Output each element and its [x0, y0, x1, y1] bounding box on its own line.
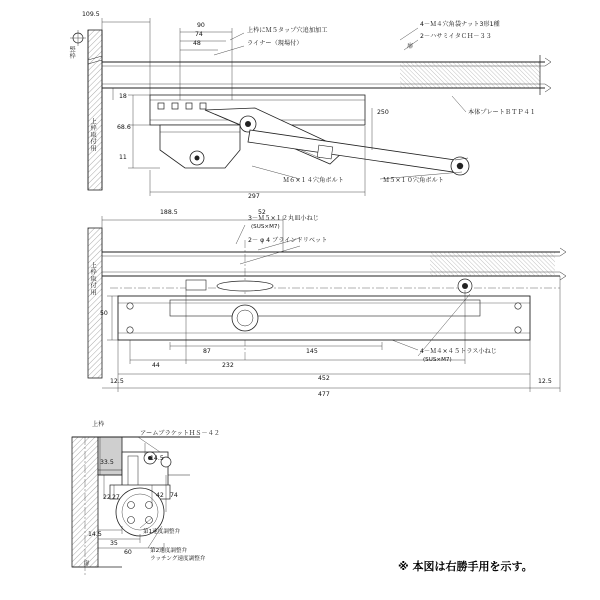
dim-14-5-b: 14.5: [88, 531, 102, 538]
dim-87: 87: [203, 348, 211, 355]
note-bolt-m5: Ｍ５×１０穴角ボルト: [383, 177, 444, 184]
dim-35: 35: [110, 540, 118, 547]
label-door-section: 扉: [82, 560, 90, 567]
dim-188-5: 188.5: [160, 209, 178, 216]
dim-11: 11: [119, 154, 127, 161]
label-header-section: 上枠: [92, 421, 105, 428]
note-screw-m5: 3－Ｍ５×１２丸皿小ねじ: [248, 215, 319, 222]
label-header-mount-2: 上枠取付用: [89, 262, 97, 296]
dim-22: 22: [103, 494, 111, 501]
dim-48: 48: [193, 40, 201, 47]
note-truss-screw: 4－Ｍ４×４５トラス小ねじ: [420, 348, 497, 355]
dim-477: 477: [318, 391, 330, 398]
note-sus-m7-b: (SUS×M7): [423, 357, 452, 363]
dim-18: 18: [119, 93, 127, 100]
label-jamb: 竪枠: [68, 46, 76, 60]
note-latching-valve: ラッチング速度調整弁: [150, 556, 206, 562]
dim-232: 232: [222, 362, 234, 369]
note-bolt-m6: Ｍ６×１４穴角ボルト: [283, 177, 344, 184]
dim-250: 250: [377, 109, 389, 116]
dim-90: 90: [197, 22, 205, 29]
label-header-mount: 上枠取付用: [89, 118, 97, 152]
dim-50: 50: [100, 310, 108, 317]
note-arm-bracket: アームブラケットＨＳ－４２: [140, 430, 220, 437]
dim-452: 452: [318, 375, 330, 382]
note-speed-valve-2: 第2速度調整弁: [150, 548, 188, 554]
dim-42: 42: [156, 492, 164, 499]
note-scissor-plate: 2－ハサミイタＣＨ－３３: [420, 33, 492, 40]
note-liner: ライナー（現場付）: [247, 40, 303, 47]
dim-52: 52: [258, 209, 266, 216]
dim-12-5-right: 12.5: [538, 378, 552, 385]
dim-14-5: 14.5: [150, 455, 164, 462]
dim-109-5: 109.5: [82, 11, 100, 18]
note-speed-valve-1: 第1速度調整弁: [143, 529, 181, 535]
dim-297: 297: [248, 193, 260, 200]
note-sus-m7-a: (SUS×M7): [251, 224, 280, 230]
dim-74-section: 74: [170, 492, 178, 499]
dim-27: 27: [112, 494, 120, 501]
dim-74: 74: [195, 31, 203, 38]
note-tap-hole: 上枠にＭ５タップ穴追加加工: [247, 27, 328, 34]
dim-145: 145: [306, 348, 318, 355]
dim-44: 44: [152, 362, 160, 369]
dim-12-5-left: 12.5: [110, 378, 124, 385]
dim-33-5: 33.5: [100, 459, 114, 466]
dim-68-6: 68.6: [117, 124, 131, 131]
label-door-top: 扉: [407, 43, 414, 50]
note-blind-rivet: 2－ φ 4 ブラインドリベット: [248, 237, 328, 244]
top-view-header-rail: [102, 55, 551, 95]
note-cap-nut: 4－Ｍ４穴角袋ナット3形1種: [420, 21, 500, 28]
note-body-plate: 本体プレートＢＴＰ４１: [468, 109, 536, 116]
dim-60: 60: [124, 549, 132, 556]
drawing-note: ※ 本図は右勝手用を示す。: [398, 560, 533, 573]
